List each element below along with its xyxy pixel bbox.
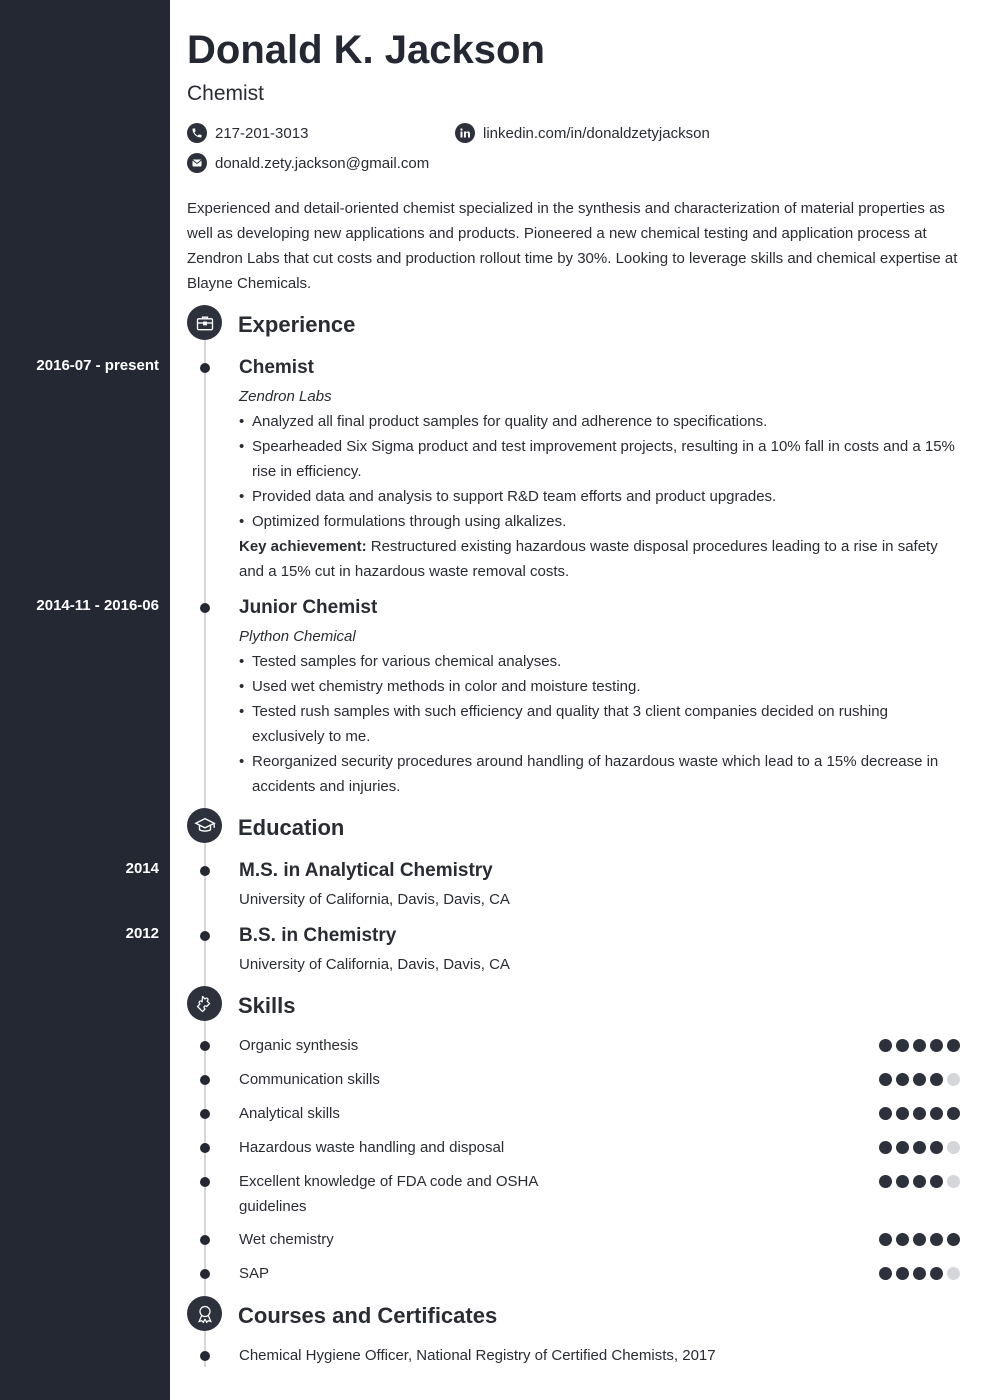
rating-dot-filled bbox=[930, 1073, 943, 1086]
job-title: Chemist bbox=[239, 357, 314, 378]
job-company: Plython Chemical bbox=[239, 628, 356, 645]
education-heading: Education bbox=[238, 815, 345, 840]
education-year: 2012 bbox=[125, 925, 159, 942]
courses-timeline-line bbox=[204, 1331, 206, 1367]
rating-dot-filled bbox=[879, 1141, 892, 1154]
rating-dot-filled bbox=[879, 1107, 892, 1120]
rating-dot-filled bbox=[930, 1233, 943, 1246]
education-year: 2014 bbox=[125, 860, 159, 877]
rating-dot-filled bbox=[879, 1039, 892, 1052]
timeline-dot bbox=[200, 1075, 210, 1085]
contact-linkedin[interactable] bbox=[455, 123, 710, 143]
rating-dot-filled bbox=[896, 1175, 909, 1188]
rating-dot-filled bbox=[913, 1107, 926, 1120]
list-item: • Optimized formulations through using alkalizes. bbox=[239, 509, 964, 534]
list-item: • Tested samples for various chemical analyses. bbox=[239, 649, 949, 674]
rating-dot-filled bbox=[879, 1073, 892, 1086]
contact-phone bbox=[187, 123, 308, 143]
courses-heading: Courses and Certificates bbox=[238, 1303, 498, 1328]
phone-text: 217-201-3013 bbox=[215, 124, 309, 142]
skills-heading: Skills bbox=[238, 993, 296, 1018]
rating-dot-filled bbox=[879, 1267, 892, 1280]
rating-dot-filled bbox=[879, 1175, 892, 1188]
school-name: University of California, Davis, Davis, CA bbox=[239, 891, 510, 908]
achievement-text: Restructured existing hazardous waste disposal procedures leading to a rise in safety and a 15% cut in hazardous waste removal costs. bbox=[239, 538, 938, 580]
skill-name: Excellent knowledge of FDA code and OSHA guidelines bbox=[239, 1173, 538, 1215]
email-icon bbox=[187, 153, 207, 173]
phone-icon bbox=[187, 123, 207, 143]
linkedin-text[interactable]: linkedin.com/in/donaldzetyjackson bbox=[483, 124, 710, 142]
rating-dot-filled bbox=[896, 1039, 909, 1052]
candidate-role: Chemist bbox=[187, 82, 265, 105]
skill-rating bbox=[879, 1073, 960, 1086]
skill-name: Analytical skills bbox=[239, 1105, 340, 1122]
rating-dot-filled bbox=[913, 1233, 926, 1246]
rating-dot-filled bbox=[930, 1175, 943, 1188]
timeline-dot bbox=[200, 1041, 210, 1051]
contact-email[interactable] bbox=[187, 153, 429, 173]
education-timeline-line bbox=[204, 843, 206, 988]
timeline-dot bbox=[200, 1109, 210, 1119]
list-item: • Spearheaded Six Sigma product and test improvement projects, resulting in a 10% fall in costs and a 15% rise in efficiency. bbox=[239, 434, 964, 484]
rating-dot-empty bbox=[947, 1141, 960, 1154]
skill-name: Organic synthesis bbox=[239, 1037, 359, 1054]
timeline-dot bbox=[200, 931, 210, 941]
rating-dot-filled bbox=[896, 1233, 909, 1246]
candidate-name: Donald K. Jackson bbox=[187, 28, 545, 72]
skill-rating bbox=[879, 1107, 960, 1120]
rating-dot-filled bbox=[913, 1267, 926, 1280]
rating-dot-filled bbox=[930, 1107, 943, 1120]
course-item: Chemical Hygiene Officer, National Registry of Certified Chemists, 2017 bbox=[239, 1347, 716, 1364]
puzzle-icon bbox=[187, 986, 222, 1021]
job-title: Junior Chemist bbox=[239, 597, 378, 618]
degree-title: M.S. in Analytical Chemistry bbox=[239, 860, 493, 881]
list-item: • Used wet chemistry methods in color and moisture testing. bbox=[239, 674, 949, 699]
timeline-dot bbox=[200, 866, 210, 876]
school-name: University of California, Davis, Davis, CA bbox=[239, 956, 510, 973]
skill-rating bbox=[879, 1233, 960, 1246]
resume-header bbox=[187, 26, 545, 106]
rating-dot-filled bbox=[879, 1233, 892, 1246]
skill-name: Communication skills bbox=[239, 1071, 380, 1088]
rating-dot-filled bbox=[930, 1267, 943, 1280]
briefcase-icon bbox=[187, 305, 222, 340]
skill-rating bbox=[879, 1267, 960, 1280]
rating-dot-empty bbox=[947, 1267, 960, 1280]
graduation-cap-icon bbox=[187, 808, 222, 843]
rating-dot-filled bbox=[913, 1141, 926, 1154]
rating-dot-filled bbox=[913, 1175, 926, 1188]
email-text[interactable]: donald.zety.jackson@gmail.com bbox=[215, 154, 430, 172]
timeline-dot bbox=[200, 1269, 210, 1279]
skill-rating bbox=[879, 1175, 960, 1188]
job-bullets bbox=[239, 409, 964, 534]
experience-heading: Experience bbox=[238, 312, 356, 337]
rating-dot-filled bbox=[947, 1107, 960, 1120]
sidebar bbox=[0, 0, 170, 1400]
experience-timeline-line bbox=[204, 340, 206, 810]
rating-dot-filled bbox=[913, 1073, 926, 1086]
skill-name: SAP bbox=[239, 1265, 270, 1282]
skill-rating bbox=[879, 1141, 960, 1154]
rating-dot-filled bbox=[913, 1039, 926, 1052]
skill-rating bbox=[879, 1039, 960, 1052]
rating-dot-filled bbox=[930, 1141, 943, 1154]
rating-dot-filled bbox=[896, 1141, 909, 1154]
job-date: 2014-11 - 2016-06 bbox=[36, 597, 159, 614]
degree-title: B.S. in Chemistry bbox=[239, 925, 397, 946]
job-date: 2016-07 - present bbox=[36, 357, 159, 374]
award-icon bbox=[187, 1296, 222, 1331]
rating-dot-empty bbox=[947, 1073, 960, 1086]
achievement-label: Key achievement: bbox=[239, 538, 367, 555]
rating-dot-filled bbox=[896, 1073, 909, 1086]
rating-dot-filled bbox=[896, 1267, 909, 1280]
timeline-dot bbox=[200, 1177, 210, 1187]
timeline-dot bbox=[200, 1351, 210, 1361]
timeline-dot bbox=[200, 1143, 210, 1153]
linkedin-icon bbox=[455, 123, 475, 143]
job-company: Zendron Labs bbox=[239, 388, 332, 405]
profile-summary: Experienced and detail-oriented chemist specialized in the synthesis and characterization of material properties as well as developing new applications and products. Pioneered a new chemical testing and application process at Zendron Labs that cut costs and production rollout time by 30%. Looking to leverage skills and chemical expertise at Blayne Chemicals. bbox=[187, 200, 958, 292]
rating-dot-empty bbox=[947, 1175, 960, 1188]
list-item: • Reorganized security procedures around handling of hazardous waste which lead to a 15% decrease in accidents and injuries. bbox=[239, 749, 949, 799]
job-bullets bbox=[239, 649, 949, 799]
list-item: • Tested rush samples with such efficiency and quality that 3 client companies decided on rushing exclusively to me. bbox=[239, 699, 949, 749]
key-achievement bbox=[239, 534, 959, 584]
rating-dot-filled bbox=[947, 1233, 960, 1246]
rating-dot-filled bbox=[947, 1039, 960, 1052]
timeline-dot bbox=[200, 363, 210, 373]
rating-dot-filled bbox=[896, 1107, 909, 1120]
skill-name: Hazardous waste handling and disposal bbox=[239, 1139, 505, 1156]
skill-name: Wet chemistry bbox=[239, 1231, 334, 1248]
skills-timeline-line bbox=[204, 1021, 206, 1299]
timeline-dot bbox=[200, 1235, 210, 1245]
list-item: • Analyzed all final product samples for quality and adherence to specifications. bbox=[239, 409, 964, 434]
list-item: • Provided data and analysis to support R&D team efforts and product upgrades. bbox=[239, 484, 964, 509]
rating-dot-filled bbox=[930, 1039, 943, 1052]
timeline-dot bbox=[200, 603, 210, 613]
